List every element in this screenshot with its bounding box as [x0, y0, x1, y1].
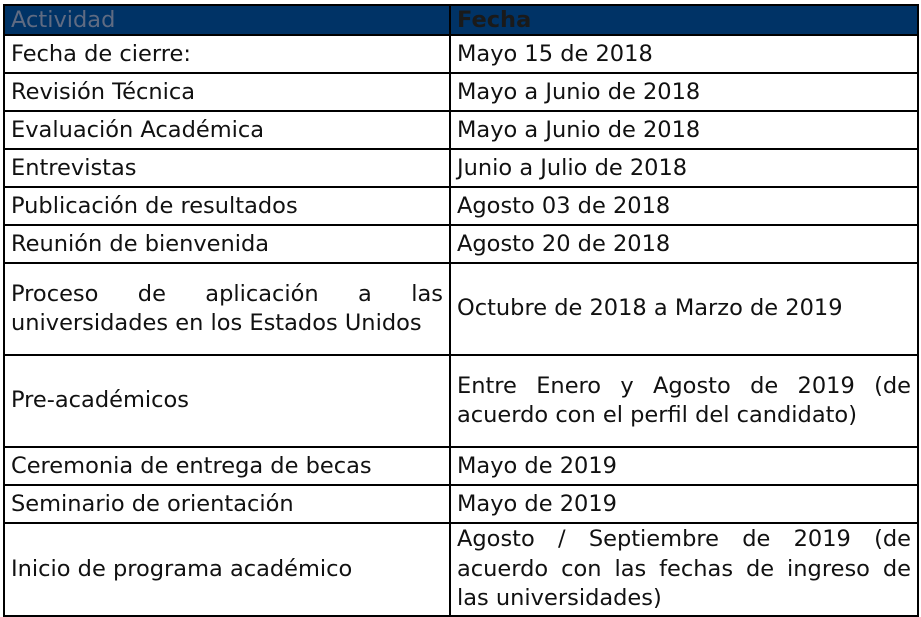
table-row	[4, 523, 918, 616]
activity-cell: Fecha de cierre:	[4, 35, 450, 73]
date-cell: Junio a Julio de 2018	[450, 149, 918, 187]
date-cell: Agosto 20 de 2018	[450, 225, 918, 263]
table-row	[4, 187, 918, 225]
table-row	[4, 149, 918, 187]
table-body	[4, 35, 918, 616]
date-cell: Mayo de 2019	[450, 485, 918, 523]
activity-cell: Reunión de bienvenida	[4, 225, 450, 263]
table-row	[4, 111, 918, 149]
table-row	[4, 447, 918, 485]
date-cell: Agosto 03 de 2018	[450, 187, 918, 225]
date-cell: Mayo de 2019	[450, 447, 918, 485]
date-cell: Entre Enero y Agosto de 2019 (de acuerdo con el perfil del candidato)	[450, 355, 918, 447]
date-cell: Agosto / Septiembre de 2019 (de acuerdo con las fechas de ingreso de las universidades)	[450, 523, 918, 616]
table-header	[4, 5, 918, 35]
table-row	[4, 35, 918, 73]
activity-cell: Inicio de programa académico	[4, 523, 450, 616]
table-row	[4, 225, 918, 263]
header-activity: Actividad	[4, 5, 450, 35]
schedule-table	[3, 4, 919, 617]
activity-cell: Revisión Técnica	[4, 73, 450, 111]
table-row	[4, 485, 918, 523]
header-date: Fecha	[450, 5, 918, 35]
date-cell: Octubre de 2018 a Marzo de 2019	[450, 263, 918, 355]
schedule-table-wrapper	[3, 4, 917, 617]
activity-cell: Seminario de orientación	[4, 485, 450, 523]
table-row	[4, 355, 918, 447]
activity-cell: Ceremonia de entrega de becas	[4, 447, 450, 485]
activity-cell: Pre-académicos	[4, 355, 450, 447]
header-row	[4, 5, 918, 35]
activity-cell: Entrevistas	[4, 149, 450, 187]
activity-cell: Publicación de resultados	[4, 187, 450, 225]
table-row	[4, 263, 918, 355]
activity-cell: Proceso de aplicación a las universidades en los Estados Unidos	[4, 263, 450, 355]
date-cell: Mayo a Junio de 2018	[450, 111, 918, 149]
date-cell: Mayo a Junio de 2018	[450, 73, 918, 111]
activity-cell: Evaluación Académica	[4, 111, 450, 149]
date-cell: Mayo 15 de 2018	[450, 35, 918, 73]
table-row	[4, 73, 918, 111]
